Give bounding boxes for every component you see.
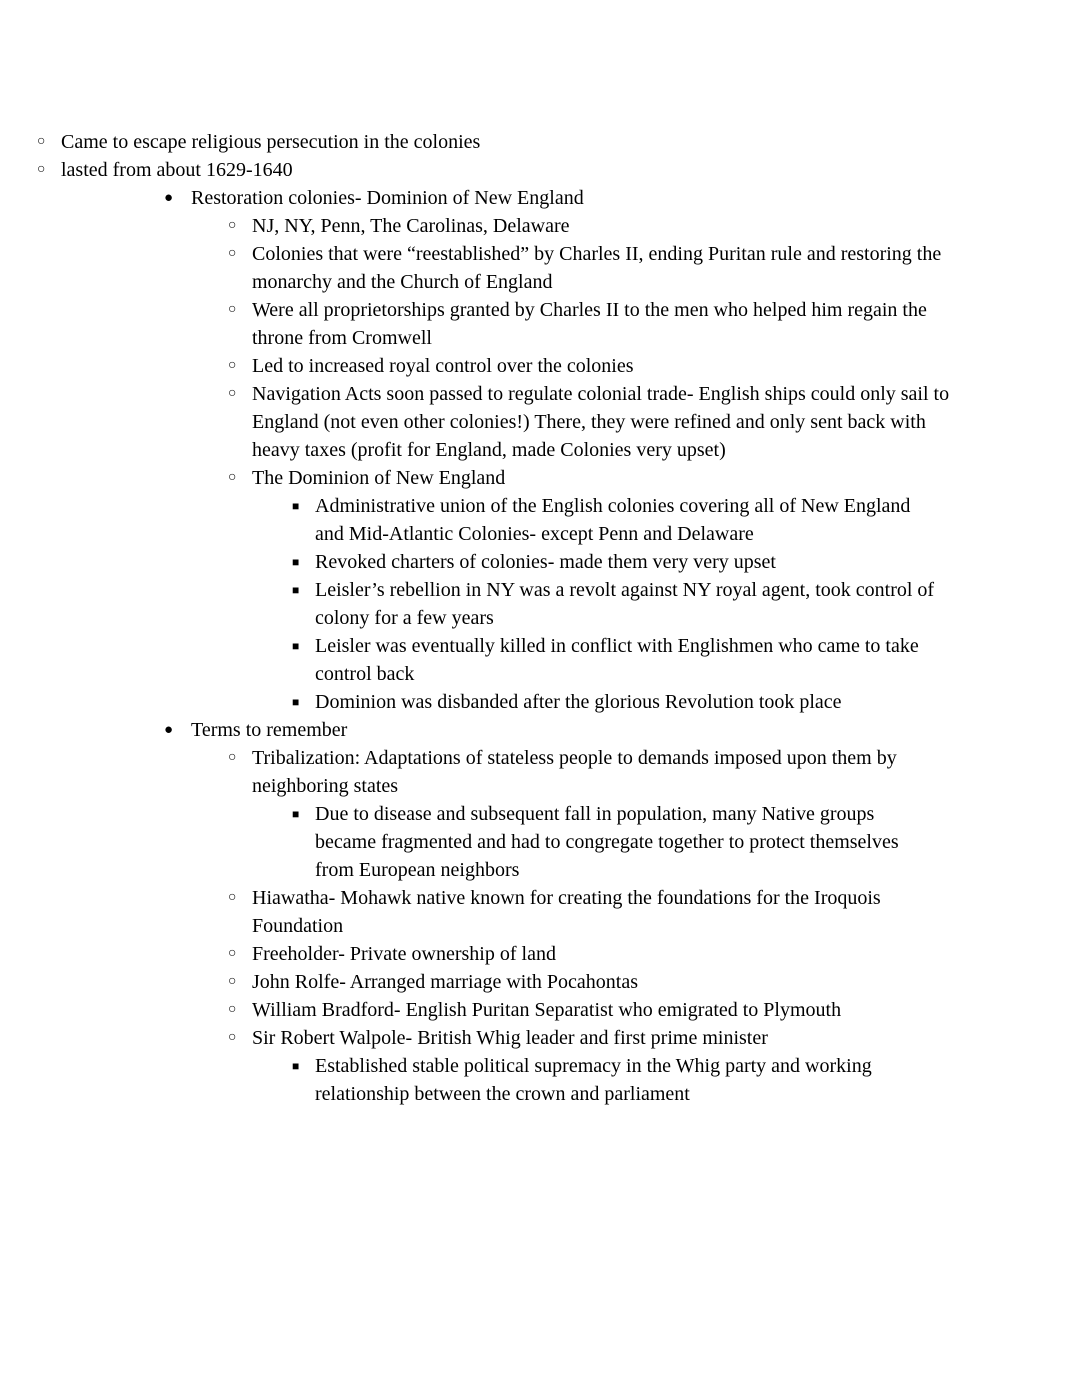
- square-bullet-icon: ■: [292, 807, 300, 821]
- outline-item-level-2: [228, 380, 955, 464]
- circle-bullet-icon: ○: [228, 750, 237, 765]
- square-bullet-icon: ■: [292, 695, 300, 709]
- outline-sublist: [191, 744, 955, 1108]
- disc-bullet-icon: ●: [164, 190, 174, 206]
- outline-item-text: Came to escape religious persecution in the colonies: [61, 131, 481, 153]
- outline-item-text: John Rolfe- Arranged marriage with Pocahontas: [252, 971, 639, 993]
- outline-item-level-2: [228, 212, 955, 240]
- circle-bullet-icon: ○: [37, 134, 46, 149]
- outline-item-level-2: [228, 464, 955, 716]
- outline-item-level-2: [228, 240, 955, 296]
- outline-item-level-2: [228, 884, 955, 940]
- outline-item-text: Restoration colonies- Dominion of New England: [191, 187, 584, 209]
- circle-bullet-icon: ○: [228, 218, 237, 233]
- outline-item-level-2: [228, 968, 955, 996]
- circle-bullet-icon: ○: [228, 974, 237, 989]
- outline-item-level-3: [292, 492, 937, 548]
- outline-list: [0, 128, 1080, 1108]
- document-body: [0, 128, 1080, 1108]
- outline-item-text: lasted from about 1629-1640: [61, 159, 293, 181]
- outline-item-level-3: [292, 1052, 937, 1108]
- outline-item-level-2: [228, 296, 955, 352]
- outline-item-text: Revoked charters of colonies- made them very very upset: [315, 551, 776, 573]
- outline-item-text: Navigation Acts soon passed to regulate colonial trade- English ships could only sail to England (not even other colonies!) There, they were refined and only sent back with heavy taxes (profit for England, made Colonies very upset): [252, 383, 950, 461]
- circle-bullet-icon: ○: [228, 246, 237, 261]
- outline-item-level-2: [228, 996, 955, 1024]
- circle-bullet-icon: ○: [228, 1002, 237, 1017]
- outline-item-text: Tribalization: Adaptations of stateless people to demands imposed upon them by neighboring states: [252, 747, 897, 797]
- outline-item-text: Sir Robert Walpole- British Whig leader and first prime minister: [252, 1027, 768, 1049]
- outline-sublist: [252, 800, 955, 884]
- outline-item-text: Were all proprietorships granted by Charles II to the men who helped him regain the throne from Cromwell: [252, 299, 927, 349]
- outline-item-text: Leisler’s rebellion in NY was a revolt against NY royal agent, took control of colony for a few years: [315, 579, 935, 629]
- outline-item-text: Freeholder- Private ownership of land: [252, 943, 556, 965]
- circle-bullet-icon: ○: [37, 162, 46, 177]
- outline-item-level-1: [164, 184, 955, 716]
- outline-item-level-2: [228, 744, 955, 884]
- square-bullet-icon: ■: [292, 1059, 300, 1073]
- square-bullet-icon: ■: [292, 499, 300, 513]
- outline-item-level-3: [292, 800, 937, 884]
- outline-item-text: Terms to remember: [191, 719, 348, 741]
- outline-item-level-3: [292, 548, 937, 576]
- outline-item-level-2: [37, 156, 1080, 184]
- circle-bullet-icon: ○: [228, 358, 237, 373]
- outline-item-text: Dominion was disbanded after the glorious Revolution took place: [315, 691, 842, 713]
- outline-item-text: Administrative union of the English colonies covering all of New England and Mid-Atlantic Colonies- except Penn and Delaware: [315, 495, 911, 545]
- outline-item-text: William Bradford- English Puritan Separatist who emigrated to Plymouth: [252, 999, 842, 1021]
- outline-item-level-3: [292, 576, 937, 632]
- outline-item-text: The Dominion of New England: [252, 467, 506, 489]
- outline-item-text: Established stable political supremacy in the Whig party and working relationship between the crown and parliament: [315, 1055, 872, 1105]
- outline-item-text: Due to disease and subsequent fall in population, many Native groups became fragmented and had to congregate together to protect themselves from European neighbors: [315, 803, 899, 881]
- disc-bullet-icon: ●: [164, 722, 174, 738]
- outline-item-text: Colonies that were “reestablished” by Charles II, ending Puritan rule and restoring the monarchy and the Church of England: [252, 243, 942, 293]
- outline-item-level-2: [228, 1024, 955, 1108]
- outline-sublist: [191, 212, 955, 716]
- outline-item-text: Hiawatha- Mohawk native known for creating the foundations for the Iroquois Foundation: [252, 887, 881, 937]
- outline-item-level-2: [228, 352, 955, 380]
- outline-item-level-2: [228, 940, 955, 968]
- circle-bullet-icon: ○: [228, 890, 237, 905]
- outline-item-level-2: [37, 128, 1080, 156]
- outline-item-text: Led to increased royal control over the colonies: [252, 355, 634, 377]
- outline-sublist: [252, 1052, 955, 1108]
- outline-item-level-1: [164, 716, 955, 1108]
- outline-item-text: Leisler was eventually killed in conflict with Englishmen who came to take control back: [315, 635, 919, 685]
- square-bullet-icon: ■: [292, 583, 300, 597]
- outline-item-text: NJ, NY, Penn, The Carolinas, Delaware: [252, 215, 570, 237]
- circle-bullet-icon: ○: [228, 1030, 237, 1045]
- circle-bullet-icon: ○: [228, 470, 237, 485]
- outline-sublist: [252, 492, 955, 716]
- square-bullet-icon: ■: [292, 555, 300, 569]
- square-bullet-icon: ■: [292, 639, 300, 653]
- circle-bullet-icon: ○: [228, 386, 237, 401]
- circle-bullet-icon: ○: [228, 946, 237, 961]
- outline-item-level-3: [292, 688, 937, 716]
- outline-sublist: [0, 128, 1080, 184]
- outline-item-level-3: [292, 632, 937, 688]
- circle-bullet-icon: ○: [228, 302, 237, 317]
